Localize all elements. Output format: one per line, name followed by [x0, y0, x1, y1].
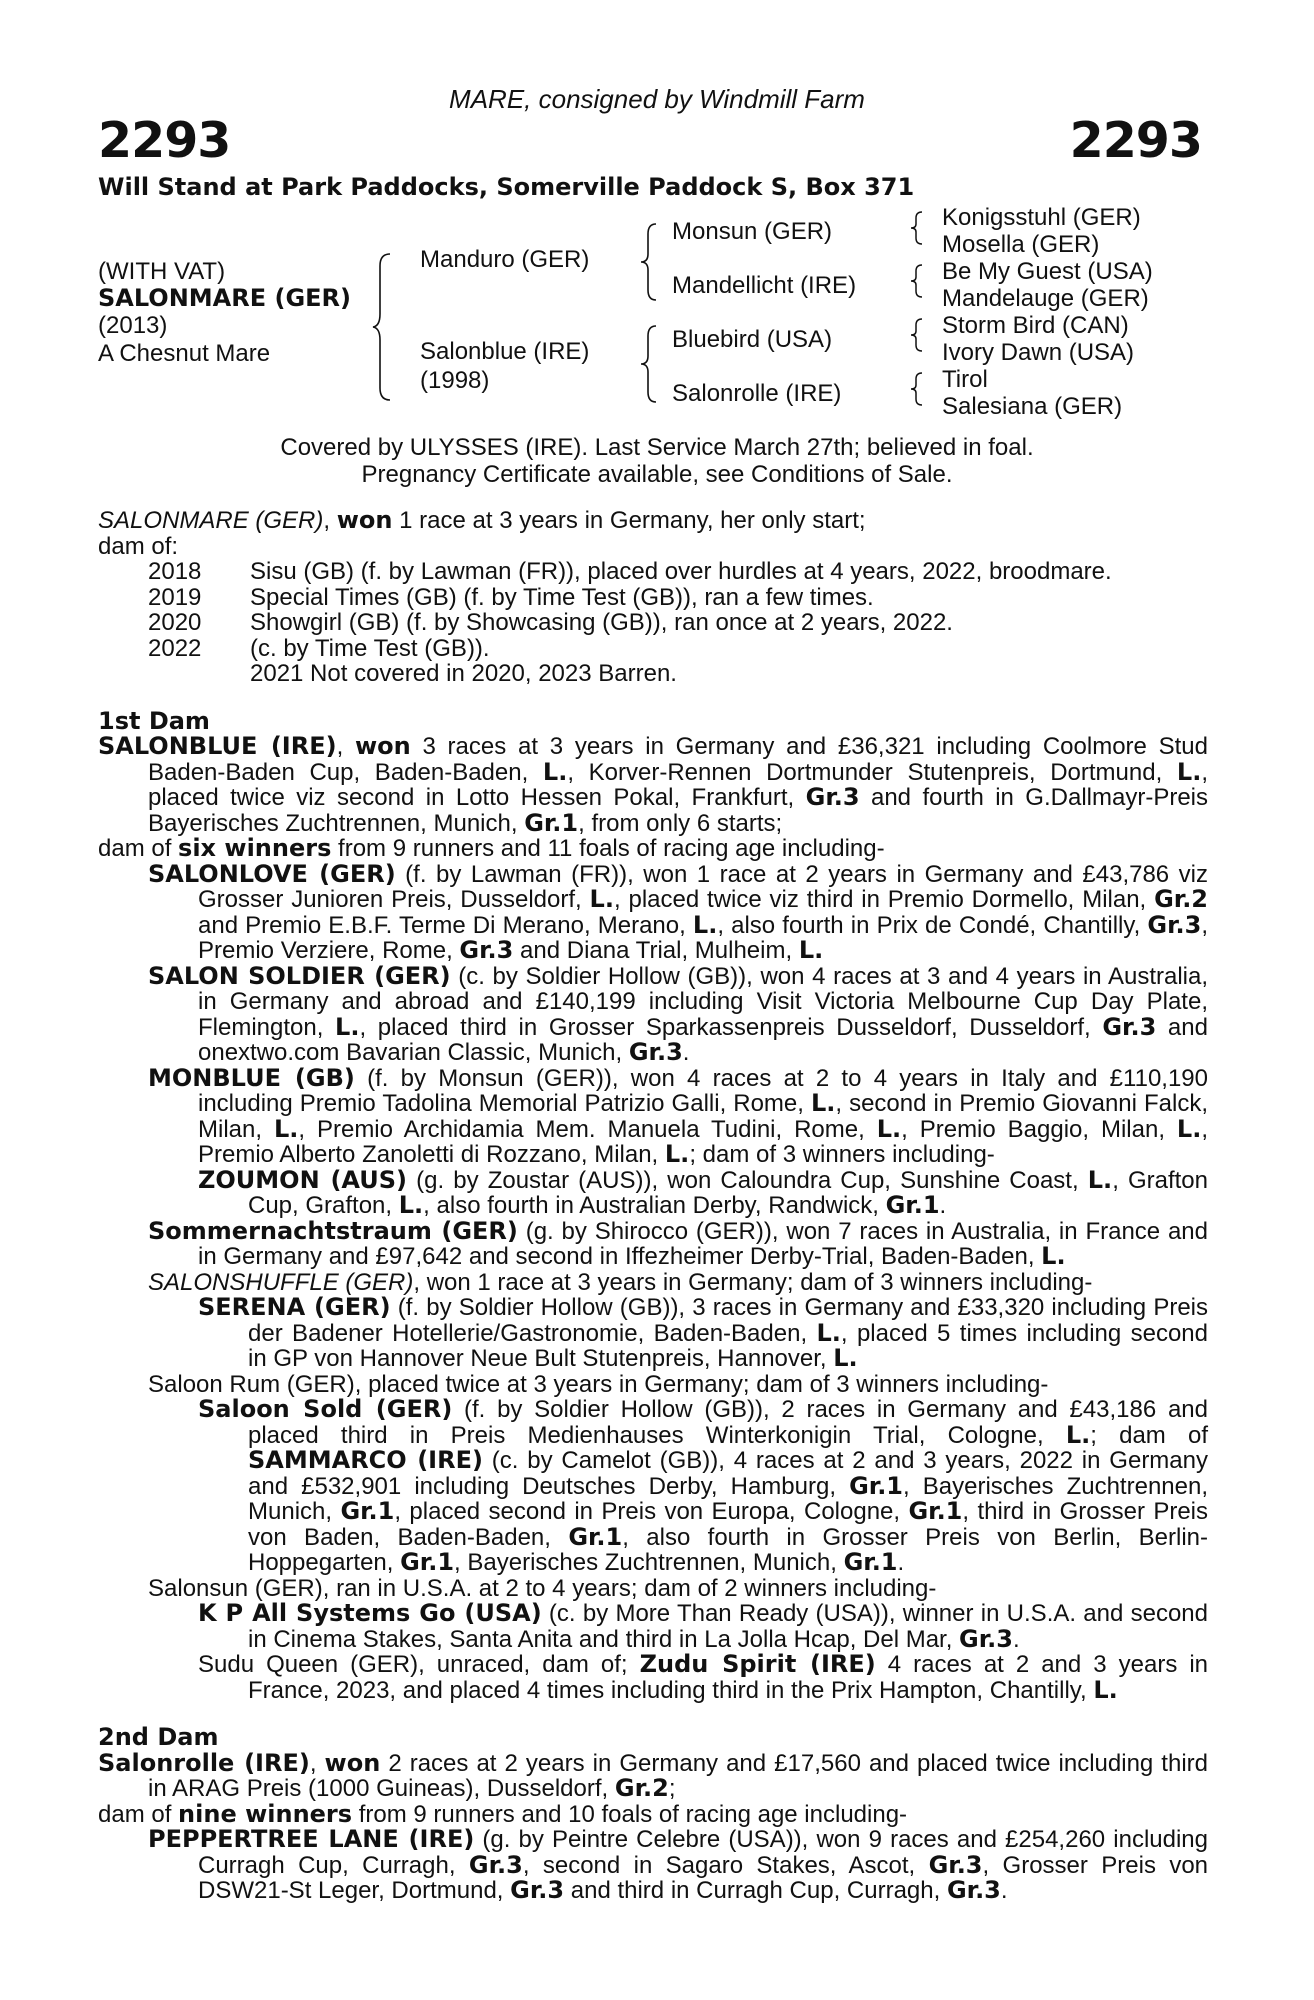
entry-serena: SERENA (GER) (f. by Soldier Hollow (GB)), 3 races in Germany and £33,320 including Preis der Badener Hotellerie/Gastronomie, Baden-Baden, L., placed 5 times including second in GP von Hannover Neue Bult Stutenpreis, Hannover, L. [198, 1293, 1208, 1372]
first-dam-produce-summary: dam of six winners from 9 runners and 11 foals of racing age including- [98, 834, 885, 862]
entry-monblue: MONBLUE (GB) (f. by Monsun (GER)), won 4 races at 2 to 4 years in Italy and £110,190 including Premio Tadolina Memorial Patrizio Galli, Rome, L., second in Premio Giovanni Falck, Milan, L., Premio Archidamia Mem. Manuela Tudini, Rome, L., Premio Baggio, Milan, L., Premio Alberto Zanoletti di Rozzano, Milan, L.; dam of 3 winners including- [148, 1063, 1209, 1168]
second-dam-record: Salonrolle (IRE), won 2 races at 2 years in Germany and £17,560 and placed twice including third in ARAG Preis (1000 Guineas), Dusseldorf, Gr.2; [98, 1748, 1208, 1802]
lot-number-right: 2293 [1069, 112, 1202, 169]
produce-list [98, 559, 1208, 687]
entry-sudu-queen: Sudu Queen (GER), unraced, dam of; Zudu Spirit (IRE) 4 races at 2 and 3 years in France, 2023, and placed 4 times including third in the Prix Hampton, Chantilly, L. [198, 1650, 1209, 1704]
first-dam-record: SALONBLUE (IRE), won 3 races at 3 years in Germany and £36,321 including Coolmore Stud Baden-Baden Cup, Baden-Baden, L., Korver-Rennen Dortmunder Stutenpreis, Dortmund, L., placed twice viz second in Lotto Hessen Pokal, Frankfurt, Gr.3 and fourth in G.Dallmayr-Preis Bayerisches Zuchtrennen, Munich, Gr.1, from only 6 starts; [98, 732, 1208, 837]
ds-dam: Ivory Dawn (USA) [942, 339, 1135, 366]
entry-salonshuffle: SALONSHUFFLE (GER), won 1 race at 3 years in Germany; dam of 3 winners including- [148, 1268, 1093, 1296]
catalogue-body [98, 508, 1208, 1904]
entry-salonsun: Salonsun (GER), ran in U.S.A. at 2 to 4 years; dam of 2 winners including- [148, 1574, 937, 1602]
lot-number-left: 2293 [98, 112, 231, 169]
brace-icon [640, 222, 658, 302]
sire-sire: Monsun (GER) [672, 218, 833, 245]
second-dam-produce-summary: dam of nine winners from 9 runners and 10 foals of racing age including- [98, 1799, 908, 1828]
brace-icon [910, 371, 924, 407]
dam-name: Salonblue (IRE) [420, 338, 590, 365]
entry-peppertree-lane: PEPPERTREE LANE (IRE) (g. by Peintre Celebre (USA)), won 9 races and £254,260 including Curragh Cup, Curragh, Gr.3, second in Sagaro Stakes, Ascot, Gr.3, Grosser Preis von DSW21-St Leger, Dortmund, Gr.3 and third in Curragh Cup, Curragh, Gr.3. [148, 1825, 1209, 1904]
sire-dam: Mandellicht (IRE) [672, 272, 857, 299]
horse-name: SALONMARE (GER) [98, 284, 351, 312]
sd-sire: Be My Guest (USA) [942, 258, 1153, 285]
horse-year: (2013) [98, 312, 168, 339]
entry-kp-all-systems-go: K P All Systems Go (USA) (c. by More Than Ready (USA)), winner in U.S.A. and second in Cinema Stakes, Santa Anita and third in La Jolla Hcap, Del Mar, Gr.3. [198, 1599, 1208, 1653]
ss-dam: Mosella (GER) [942, 231, 1100, 258]
brace-icon [640, 324, 658, 404]
entry-saloon-sold: Saloon Sold (GER) (f. by Soldier Hollow (GB)), 2 races in Germany and £43,186 and placed third in Preis Medienhauses Winterkonigin Trial, Cologne, L.; dam of SAMMARCO (IRE) (c. by Camelot (GB)), 4 races at 2 and 3 years, 2022 in Germany and £532,901 including Deutsches Derby, Hamburg, Gr.1, Bayerisches Zuchtrennen, Munich, Gr.1, placed second in Preis von Europa, Cologne, Gr.1, third in Grosser Preis von Baden, Baden-Baden, Gr.1, also fourth in Grosser Preis von Berlin, Berlin-Hoppegarten, Gr.1, Bayerisches Zuchtrennen, Munich, Gr.1. [198, 1395, 1209, 1576]
covering-line: Covered by ULYSSES (IRE). Last Service March 27th; believed in foal. [280, 434, 1034, 461]
vat-note: (WITH VAT) [98, 258, 226, 285]
produce-row: 2018 Sisu (GB) (f. by Lawman (FR)), placed over hurdles at 4 years, 2022, broodmare. [148, 558, 1112, 585]
brace-icon [910, 317, 924, 353]
brace-icon [372, 252, 392, 402]
dam-year: (1998) [420, 367, 490, 394]
dam-sire: Bluebird (USA) [672, 326, 833, 353]
first-dam-heading: 1st Dam [98, 706, 210, 735]
produce-row: 2019 Special Times (GB) (f. by Time Test (GB)), ran a few times. [148, 583, 874, 611]
mare-summary: SALONMARE (GER), won 1 race at 3 years in Germany, her only start; [98, 506, 866, 534]
second-dam-heading: 2nd Dam [98, 1723, 219, 1751]
stabling-line: Will Stand at Park Paddocks, Somerville Paddock S, Box 371 [98, 173, 915, 201]
brace-icon [910, 210, 924, 246]
sire-name: Manduro (GER) [420, 246, 590, 273]
ds-sire: Storm Bird (CAN) [942, 312, 1129, 339]
consignor-line: MARE, consigned by Windmill Farm [449, 84, 865, 114]
covering-note [0, 434, 1314, 488]
pregnancy-line: Pregnancy Certificate available, see Conditions of Sale. [361, 461, 953, 488]
produce-row: 2022 (c. by Time Test (GB)). [148, 634, 490, 662]
dd-sire: Tirol [942, 366, 988, 393]
entry-saloon-rum: Saloon Rum (GER), placed twice at 3 years in Germany; dam of 3 winners including- [148, 1370, 1049, 1398]
produce-row: 2021 Not covered in 2020, 2023 Barren. [250, 660, 677, 687]
dd-dam: Salesiana (GER) [942, 393, 1123, 420]
entry-sommernachtstraum: Sommernachtstraum (GER) (g. by Shirocco (GER)), won 7 races in Australia, in France and in Germany and £97,642 and second in Iffezheimer Derby-Trial, Baden-Baden, L. [148, 1216, 1208, 1270]
ss-sire: Konigsstuhl (GER) [942, 204, 1141, 231]
entry-salon-soldier: SALON SOLDIER (GER) (c. by Soldier Hollow (GB)), won 4 races at 3 and 4 years in Australia, in Germany and abroad and £140,199 including Visit Victoria Melbourne Cup Day Plate, Flemington, L., placed third in Grosser Sparkassenpreis Dusseldorf, Dusseldorf, Gr.3 and onextwo.com Bavarian Classic, Munich, Gr.3. [148, 961, 1209, 1066]
horse-description: A Chesnut Mare [98, 340, 271, 367]
brace-icon [910, 263, 924, 299]
sd-dam: Mandelauge (GER) [942, 285, 1149, 312]
dam-dam: Salonrolle (IRE) [672, 380, 842, 407]
produce-row: 2020 Showgirl (GB) (f. by Showcasing (GB)), ran once at 2 years, 2022. [148, 609, 953, 636]
entry-zoumon: ZOUMON (AUS) (g. by Zoustar (AUS)), won Caloundra Cup, Sunshine Coast, L., Grafton Cup, Grafton, L., also fourth in Australian Derby, Randwick, Gr.1. [198, 1165, 1209, 1219]
entry-salonlove: SALONLOVE (GER) (f. by Lawman (FR)), won 1 race at 2 years in Germany and £43,786 viz Grosser Junioren Preis, Dusseldorf, L., placed twice viz third in Premio Dormello, Milan, Gr.2 and Premio E.B.F. Terme Di Merano, Merano, L., also fourth in Prix de Condé, Chantilly, Gr.3, Premio Verziere, Rome, Gr.3 and Diana Trial, Mulheim, L. [148, 859, 1209, 964]
dam-of-label: dam of: [98, 532, 179, 560]
